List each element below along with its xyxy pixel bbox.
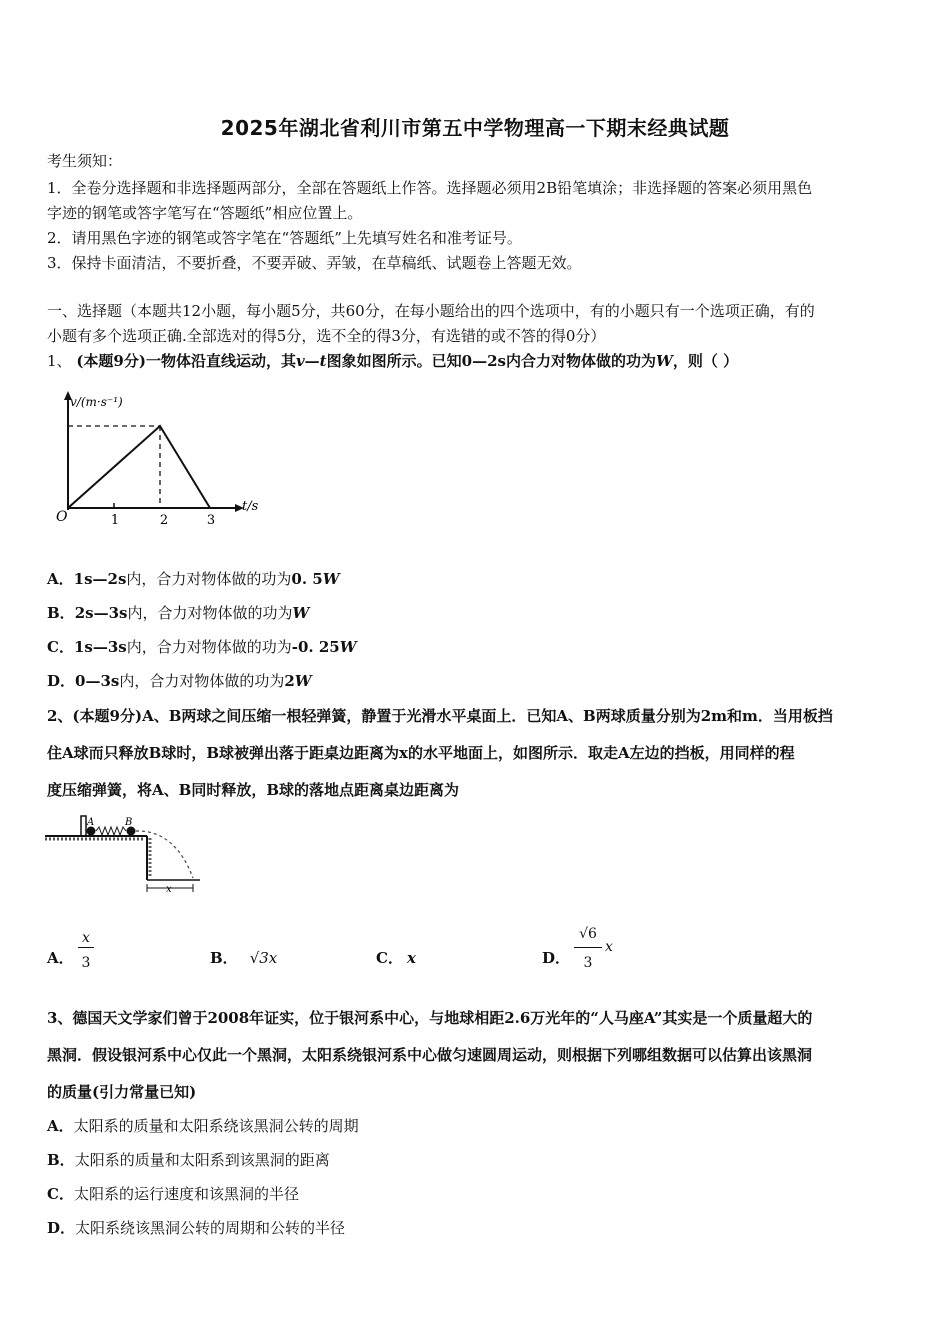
q3-option-b-label: B．: [47, 1151, 75, 1169]
vt-tick-label-1: 1: [110, 513, 120, 528]
q1-option-b[interactable]: [47, 602, 309, 624]
q2-option-a[interactable]: [47, 947, 74, 969]
q1-option-a-range: 1s—2s: [73, 570, 127, 588]
trajectory: [136, 831, 193, 878]
vt-tick-label-3: 3: [206, 513, 216, 528]
question-2-line-2: 住A球而只释放B球时，B球被弹出落于距桌边距离为x的水平地面上，如图所示．取走A左边的挡板，用同样的程: [47, 744, 795, 762]
q3-option-b[interactable]: [47, 1149, 330, 1171]
spring-figure: [45, 812, 200, 897]
ball-b-label: B: [125, 817, 133, 828]
q2-option-b-label: B．: [210, 949, 238, 967]
q3-option-d[interactable]: [47, 1217, 345, 1239]
notice-heading: 考生须知：: [47, 152, 123, 170]
q1-w: W: [655, 352, 673, 370]
vt-origin-label: O: [56, 509, 68, 525]
question-2-line-3: 度压缩弹簧，将A、B同时释放，B球的落地点距离桌边距离为: [47, 781, 459, 799]
q1-option-d[interactable]: [47, 670, 312, 692]
notice-item-2: 2．请用黑色字迹的钢笔或答字笔在“答题纸”上先填写姓名和准考证号。: [47, 229, 522, 247]
q2-option-d-fraction-bar: [574, 947, 602, 948]
q1-option-b-text: 内，合力对物体做的功为: [127, 604, 293, 622]
stop-board: [81, 816, 86, 836]
q1-option-d-text: 内，合力对物体做的功为: [119, 672, 285, 690]
q1-option-b-var: W: [292, 604, 310, 622]
q2-option-b[interactable]: [210, 947, 277, 969]
q1-option-d-var: W: [294, 672, 312, 690]
q3-option-c[interactable]: [47, 1183, 299, 1205]
q2-option-d-tail: x: [605, 939, 613, 955]
spring: [96, 827, 126, 835]
page-title: 2025年湖北省利川市第五中学物理高一下期末经典试题: [220, 116, 730, 140]
q1-option-a-value: 0. 5: [291, 570, 323, 588]
question-3-line-1: 3、德国天文学家们曾于2008年证实，位于银河系中心，与地球相距2.6万光年的“人马座A”其实是一个质量超大的: [47, 1009, 813, 1027]
vt-y-label: v/(m·s⁻¹): [70, 395, 123, 409]
q2-option-c-label: C．: [376, 949, 403, 967]
q1-option-d-range: 0—3s: [75, 672, 120, 690]
q2-option-a-fraction-bar: [78, 947, 94, 948]
q1-option-d-label: D．: [47, 672, 76, 690]
q3-option-c-text: 太阳系的运行速度和该黑洞的半径: [73, 1185, 299, 1203]
distance-label: x: [166, 884, 172, 895]
q3-option-d-label: D．: [47, 1219, 76, 1237]
section-heading-1: 一、选择题（本题共12小题，每小题5分，共60分，在每小题给出的四个选项中，有的小题只有一个选项正确，有的: [47, 302, 815, 320]
q1-option-c[interactable]: [47, 636, 357, 658]
q2-option-d-num: √6: [579, 926, 597, 942]
q1-text-a: (本题9分)一物体沿直线运动，其: [76, 352, 296, 370]
q1-option-c-var: W: [339, 638, 357, 656]
q3-option-a[interactable]: [47, 1115, 359, 1137]
q1-vt: v—t: [295, 352, 327, 370]
vt-tick-label-2: 2: [159, 513, 169, 528]
q2-option-d-label: D．: [542, 949, 571, 967]
q1-option-c-text: 内，合力对物体做的功为: [126, 638, 292, 656]
q1-option-c-value: -0. 25: [291, 638, 340, 656]
q1-option-a[interactable]: [47, 568, 340, 590]
question-3-line-3: 的质量(引力常量已知): [47, 1083, 197, 1101]
q1-text-d: ，则（ ）: [672, 352, 739, 370]
q2-option-d[interactable]: [542, 947, 570, 969]
q3-option-a-text: 太阳系的质量和太阳系绕该黑洞公转的周期: [73, 1117, 359, 1135]
question-3-line-2: 黑洞．假设银河系中心仅此一个黑洞，太阳系绕银河系中心做匀速圆周运动，则根据下列哪组数据可以估算出该黑洞: [47, 1046, 813, 1064]
q1-option-c-label: C．: [47, 638, 74, 656]
q3-option-a-label: A．: [47, 1117, 74, 1135]
q2-option-a-den: 3: [81, 955, 91, 971]
q1-number: 1、: [47, 352, 72, 370]
q1-option-c-range: 1s—3s: [73, 638, 127, 656]
section-heading-2: 小题有多个选项正确.全部选对的得5分，选不全的得3分，有选错的或不答的得0分）: [47, 327, 606, 345]
vt-line: [68, 426, 210, 508]
q2-option-a-label: A．: [47, 949, 74, 967]
q2-option-b-expr: √3x: [249, 949, 278, 967]
q1-range: 0—2s: [461, 352, 506, 370]
q2-option-a-num: x: [82, 930, 90, 946]
q1-option-a-var: W: [322, 570, 340, 588]
q1-text-c: 内合力对物体做的功为: [505, 352, 656, 370]
q1-text-b: 图象如图所示。已知: [326, 352, 462, 370]
q1-option-b-range: 2s—3s: [74, 604, 128, 622]
question-1-stem: [47, 350, 907, 372]
q1-option-a-text: 内，合力对物体做的功为: [126, 570, 292, 588]
notice-item-1: 1．全卷分选择题和非选择题两部分，全部在答题纸上作答。选择题必须用2B铅笔填涂；非选择题的答案必须用黑色: [47, 179, 813, 197]
q3-option-d-text: 太阳系绕该黑洞公转的周期和公转的半径: [75, 1219, 346, 1237]
q3-option-c-label: C．: [47, 1185, 74, 1203]
vt-x-label: t/s: [242, 499, 259, 514]
vt-graph: [50, 388, 280, 530]
notice-item-3: 3．保持卡面清洁，不要折叠，不要弄破、弄皱，在草稿纸、试题卷上答题无效。: [47, 254, 582, 272]
q1-option-d-value: 2: [284, 672, 295, 690]
q3-option-b-text: 太阳系的质量和太阳系到该黑洞的距离: [74, 1151, 330, 1169]
q1-option-a-label: A．: [47, 570, 74, 588]
q2-option-c[interactable]: [376, 947, 416, 969]
q1-option-b-label: B．: [47, 604, 75, 622]
ball-a-label: A: [87, 817, 95, 828]
q2-option-c-expr: x: [406, 949, 416, 967]
question-2-line-1: 2、(本题9分)A、B两球之间压缩一根轻弹簧，静置于光滑水平桌面上．已知A、B两球质量分别为2m和m．当用板挡: [47, 707, 833, 725]
q2-option-d-den: 3: [583, 955, 593, 971]
notice-item-1-cont: 字迹的钢笔或答字笔写在“答题纸”相应位置上。: [47, 204, 363, 222]
